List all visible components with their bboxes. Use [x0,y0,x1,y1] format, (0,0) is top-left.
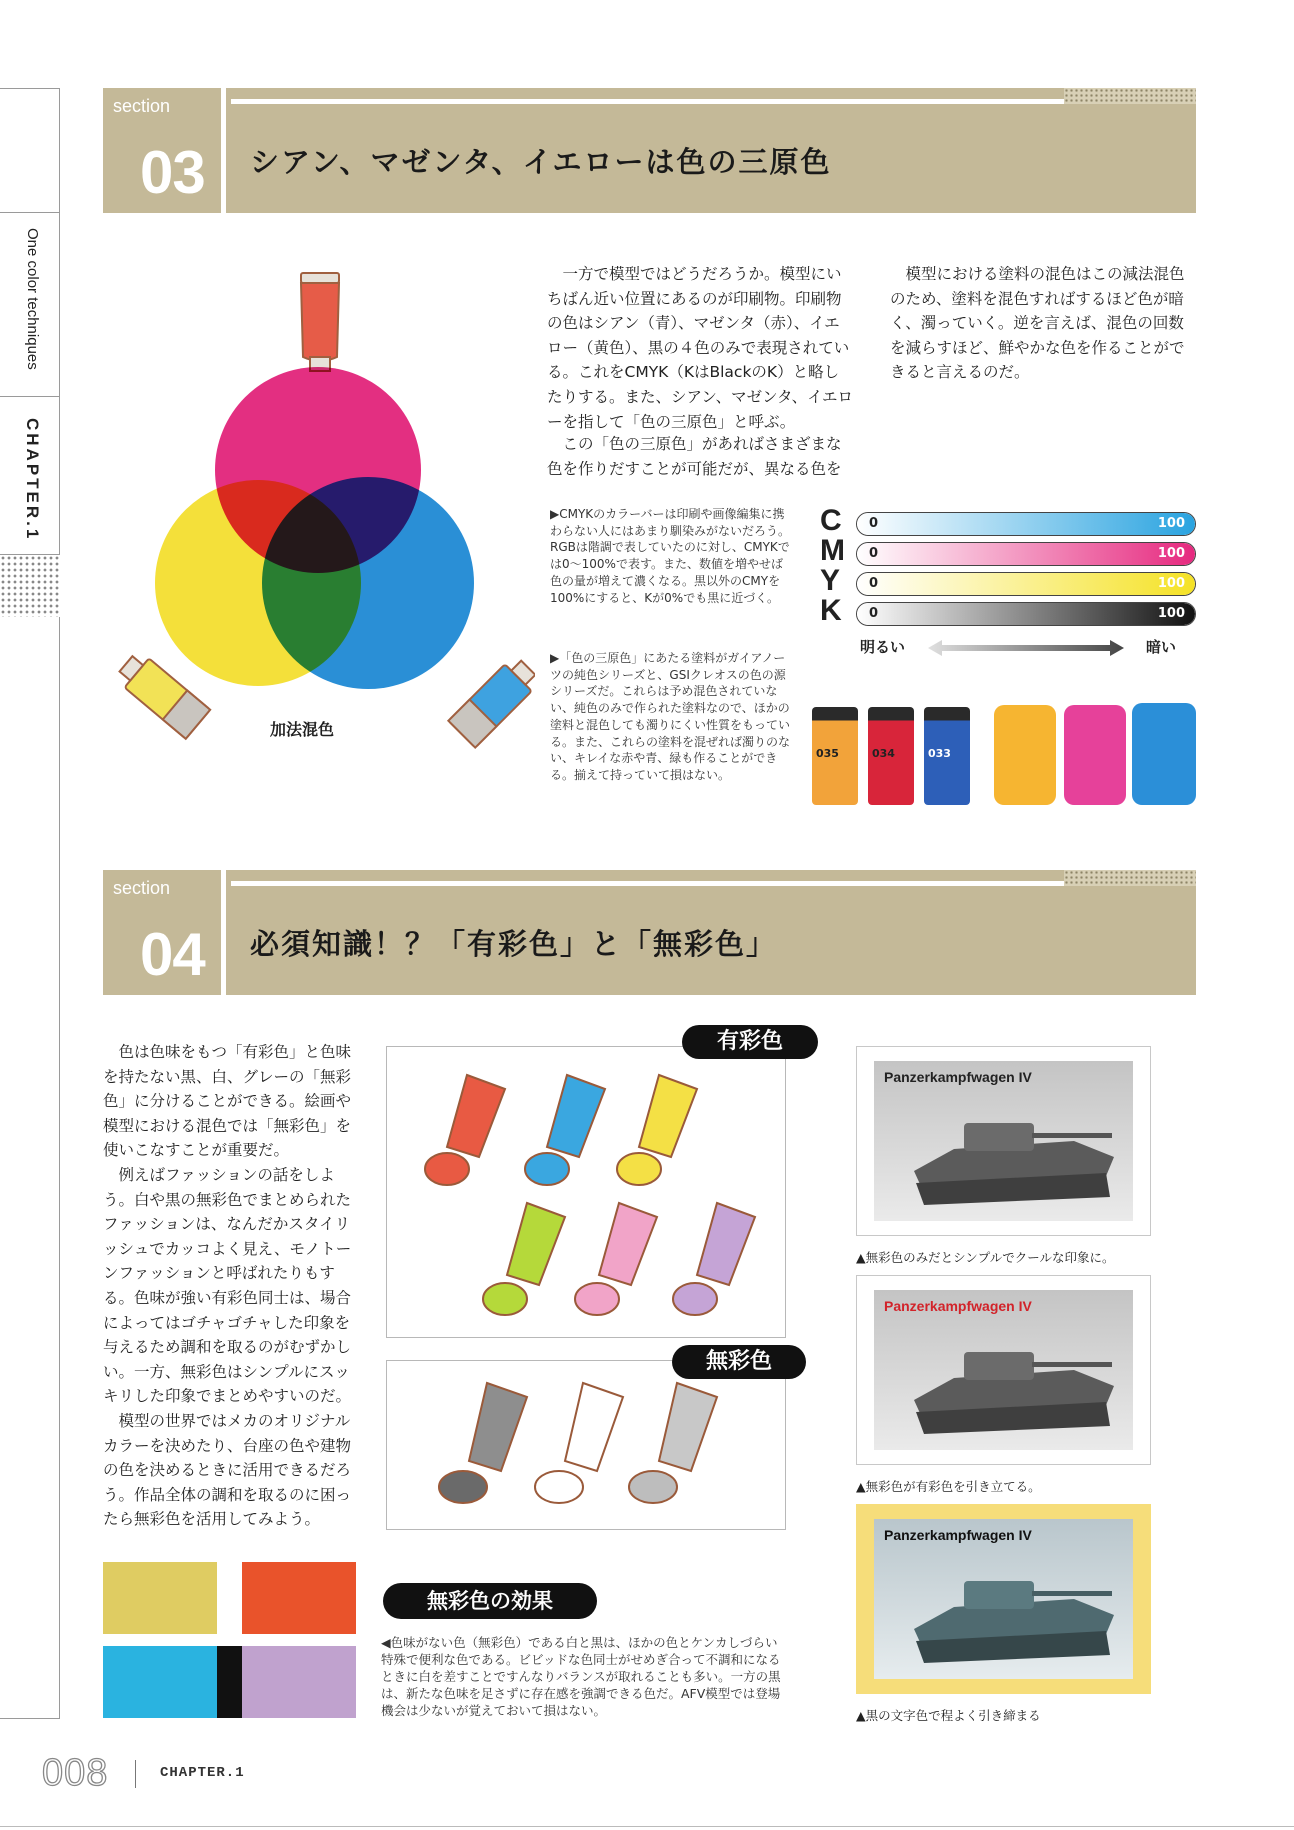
header-strip [231,88,1196,104]
cyan-circle [262,477,474,689]
tube-silver-icon [629,1383,717,1503]
cmyk-bar [856,602,1196,626]
cmyk-bar [856,512,1196,536]
tube-purple-icon [673,1203,755,1315]
paints-caption: ▶「色の三原色」にあたる塗料がガイアノーツの純色シリーズと、GSIクレオスの色の源シリーズだ。これらは予め混色されていない、純色のみで作られた塗料なので、ほかの塗料と混色しても濁りにくい性質をもっている。また、これらの塗料を混ぜれば濁りのない、キレイな赤や青、緑も作ることができる。揃えて持っていて損はない。 [550,651,791,782]
side-label-chapter: CHAPTER.1 [23,418,42,542]
body-paragraph: 例えばファッションの話をしよう。白や黒の無彩色でまとめられたファッションは、なんだかスタイリッシュでカッコよく見え、モノトーンファッションと呼ばれたりもする。色味が強い有彩色同士は、場合によってはゴチャゴチャした印象を与えるため調和を取るのがむずかしい。一方、無彩色はシンプルにスッキリした印象でまとめやすいのだ。 [103,1165,352,1406]
cmyk-bar-fill [857,543,1195,565]
section04-number: 04 [140,921,205,988]
tank-photo [874,1061,1133,1221]
section03-body-col1 [547,262,853,434]
cmyk-low-value: 0 [869,606,879,621]
brightness-scale [856,636,1196,658]
header-dot-pattern [1064,870,1196,886]
achromatic-effect-caption: ◀色味がない色（無彩色）である白と黒は、ほかの色とケンカしづらい特殊で便利な色である。ビビッドな色同士がせめぎ合って不調和になるときに白を差すことですんなりバランスが取れることも多い。一方の黒は、新たな色味を足さずに存在感を強調できる色だ。AFV模型では登場機会は少ないが覚えておいて損はない。 [381,1635,781,1718]
swatch-lavender [242,1646,356,1718]
tank-caption: ▲無彩色が有彩色を引き立てる。 [856,1479,1041,1494]
cmyk-row-y [818,564,1198,598]
tank-card-red-text [856,1275,1151,1465]
swatch-yellow [103,1562,217,1634]
achromatic-colors-box [386,1360,786,1530]
tank-label: Panzerkampfwagen IV [884,1069,1032,1085]
header-strip [231,870,1196,886]
cmyk-high-value: 100 [1157,606,1185,621]
chromatic-colors-box [386,1046,786,1338]
tank-photo [874,1519,1133,1679]
section04-body [103,1040,361,1532]
tank-illustration [894,1101,1124,1211]
section03-body-col2 [890,262,1196,385]
section03-title: シアン、マゼンタ、イエローは色の三原色 [250,145,832,179]
swatch-orange [242,1562,356,1634]
cmyk-caption: ▶CMYKのカラーバーは印刷や画像編集に携わらない人にはあまり馴染みがないだろう。RGBは階調で表していたのに対し、CMYKでは0〜100%で表す。また、数値を増やせば色の量が増えて濃くなる。黒以外のCMYを100%にすると、Kが0%でも黒に近づく。 [550,507,791,605]
achromatic-tubes-illustration [387,1361,787,1531]
achromatic-label: 無彩色 [672,1345,806,1379]
footer-chapter: CHAPTER.1 [160,1765,245,1781]
section03-header [103,88,1196,213]
cmyk-row-c [818,504,1198,538]
tube-white-icon [535,1383,623,1503]
tube-lime-icon [483,1203,565,1315]
swatch-white [217,1562,242,1634]
tank-caption: ▲黒の文字色で程よく引き締まる [856,1708,1041,1723]
cmyk-letter: K [820,594,842,627]
paint-bottle-orange [812,707,858,805]
section03-body-col1-cont [547,432,853,480]
section04-word: section [113,878,171,898]
cmyk-low-value: 0 [869,546,879,561]
tank-caption: ▲無彩色のみだとシンプルでクールな印象に。 [856,1250,1115,1265]
tank-photo [874,1290,1133,1450]
bright-label: 明るい [860,638,906,656]
body-paragraph: 色は色味をもつ「有彩色」と色味を持たない黒、白、グレーの「無彩色」に分けることができる。絵画や模型における混色では「無彩色」を使いこなすことが重要だ。 [103,1043,352,1160]
cmyk-row-m [818,534,1198,568]
tank-illustration [894,1559,1124,1669]
side-divider [0,212,60,213]
paint-bottles-photo [810,700,1196,805]
paint-bottle-blue [924,707,970,805]
tank-card-yellow [856,1504,1151,1694]
bottle-number: 034 [872,747,895,760]
achromatic-effect-label: 無彩色の効果 [383,1583,597,1619]
paint-jar-magenta [1064,705,1126,805]
paint-bottle-red [868,707,914,805]
swatch-cyan [103,1646,217,1718]
paint-jar-yellow [994,705,1056,805]
cmyk-letter: Y [820,564,841,597]
body-paragraph: 模型の世界ではメカのオリジナルカラーを決めたり、台座の色や建物の色を決めるときに活用できるだろう。作品全体の調和を取るのに困ったら無彩色を活用してみよう。 [103,1411,352,1529]
side-dot-pattern [0,555,60,617]
cmyk-letter: M [820,534,845,567]
cmyk-low-value: 0 [869,576,879,591]
tank-illustration [894,1330,1124,1440]
cmyk-high-value: 100 [1157,546,1185,561]
section04-header [103,870,1196,995]
side-rule-bottom [0,1718,60,1719]
paint-tube-red-icon [301,273,339,371]
chromatic-tubes-illustration [387,1047,787,1339]
body-paragraph: 模型における塗料の混色はこの減法混色のため、塗料を混色すればするほど色が暗く、濁っていく。逆を言えば、混色の回数を減らすほど、鮮やかな色を作ることができると言えるのだ。 [890,265,1185,382]
tube-yellow-icon [617,1075,697,1185]
tube-blue-icon [525,1075,605,1185]
section04-number-box [103,870,226,995]
bottom-rule [0,1826,1294,1827]
cmyk-low-value: 0 [869,516,879,531]
page-number: 008 [42,1752,109,1794]
tube-gray-icon [439,1383,527,1503]
tank-label: Panzerkampfwagen IV [884,1298,1032,1314]
body-paragraph: この「色の三原色」があればさまざまな色を作りだすことが可能だが、異なる色を [547,435,842,478]
section03-number: 03 [140,139,205,206]
paint-tube-blue-icon [448,654,535,747]
section04-title: 必須知識！？「有彩色」と「無彩色」 [250,927,778,961]
paint-jar-cyan [1132,703,1196,805]
cmyk-bar [856,572,1196,596]
cmyk-bar-fill [857,513,1195,535]
cmyk-bar-fill [857,573,1195,595]
tank-card-gray [856,1046,1151,1236]
additive-mixing-diagram [105,265,535,765]
header-dot-pattern [1064,88,1196,104]
side-label-techniques: One color techniques [24,228,41,370]
cmyk-bar-fill [857,603,1195,625]
dark-label: 暗い [1146,638,1177,656]
bottle-number: 033 [928,747,951,760]
swatch-black [217,1646,242,1718]
side-divider [0,396,60,397]
body-paragraph: 一方で模型ではどうだろうか。模型にいちばん近い位置にあるのが印刷物。印刷物の色はシアン（青）、マゼンタ（赤）、イエロー（黄色）、黒の４色のみで表現されている。これをCMYK（KはBlackのK）と略したりする。また、シアン、マゼンタ、イエローを指して「色の三原色」と呼ぶ。 [547,265,853,431]
section03-number-box [103,88,226,213]
brightness-arrow-icon [928,640,1124,656]
cmyk-bar [856,542,1196,566]
tank-label: Panzerkampfwagen IV [884,1527,1032,1543]
cmyk-high-value: 100 [1157,576,1185,591]
footer-divider [135,1760,136,1788]
section03-word: section [113,96,171,116]
chromatic-label: 有彩色 [682,1025,818,1059]
bottle-number: 035 [816,747,839,760]
tube-pink-icon [575,1203,657,1315]
tube-red-icon [425,1075,505,1185]
cmyk-row-k [818,594,1198,628]
cmyk-letter: C [820,504,842,537]
cmyk-high-value: 100 [1157,516,1185,531]
additive-mixing-label: 加法混色 [270,720,335,739]
